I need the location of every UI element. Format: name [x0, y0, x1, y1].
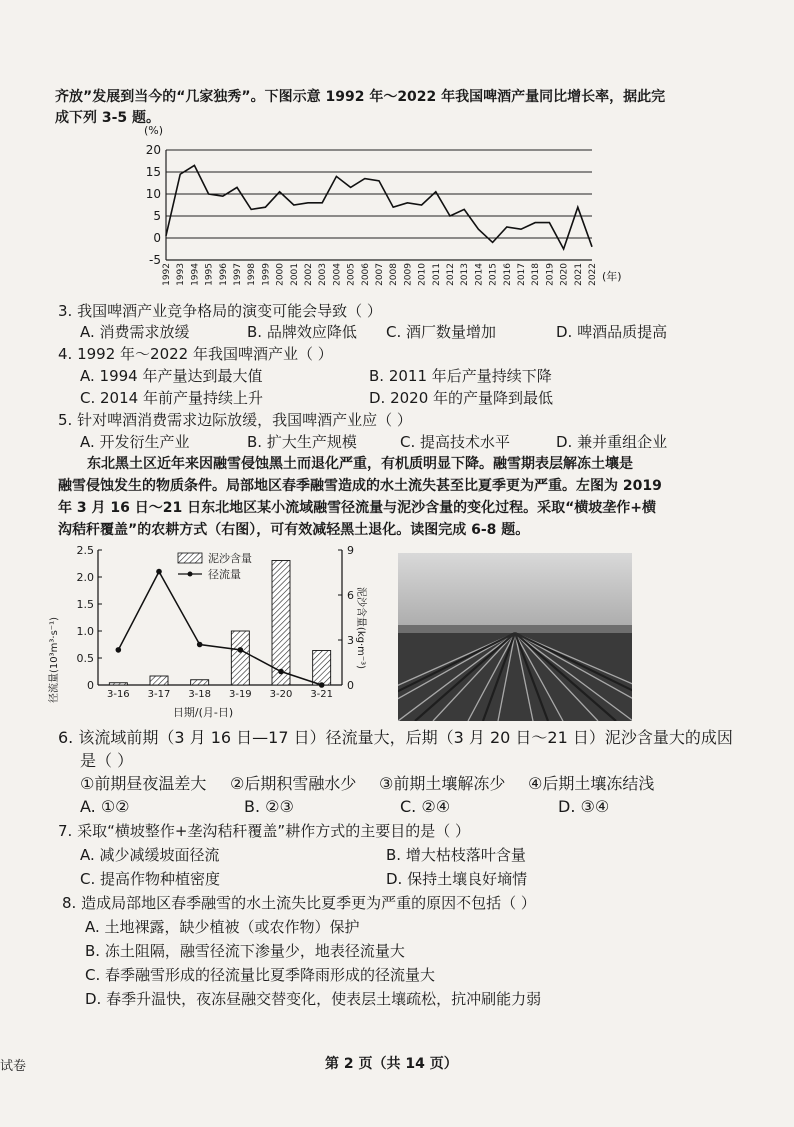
growth-rate-line [166, 165, 592, 249]
x-tick-label: 3-17 [147, 689, 171, 700]
x-tick-label: 1997 [233, 263, 243, 286]
x-tick-label: 2011 [431, 263, 442, 286]
q8-option-c[interactable]: C. 春季融雪形成的径流量比夏季降雨形成的径流量大 [85, 966, 436, 984]
q7-option-a[interactable]: A. 减少减缓坡面径流 [80, 846, 220, 864]
runoff-line [118, 572, 321, 685]
x-tick-label: 2016 [502, 263, 513, 286]
q7-option-c[interactable]: C. 提高作物种植密度 [80, 870, 221, 888]
x-tick-label: 2007 [375, 263, 385, 286]
x-tick-label: 1994 [190, 263, 201, 286]
runoff-point [116, 647, 122, 653]
q3-option-d[interactable]: D. 啤酒品质提高 [556, 323, 668, 341]
y-right-tick-label: 0 [347, 679, 354, 692]
x-tick-label: 2014 [474, 263, 485, 286]
q6-item-2: ②后期积雪融水少 [230, 774, 357, 793]
q4-option-c[interactable]: C. 2014 年前产量持续上升 [80, 389, 263, 407]
y-right-tick-label: 6 [347, 589, 354, 602]
q3-option-c[interactable]: C. 酒厂数量增加 [386, 323, 497, 341]
question-4-stem: 4. 1992 年～2022 年我国啤酒产业（ ） [58, 345, 333, 363]
y-tick-label: -5 [149, 253, 161, 267]
q5-option-a[interactable]: A. 开发衍生产业 [80, 433, 190, 451]
x-tick-label: 2003 [318, 263, 329, 286]
x-tick-label: 2018 [531, 263, 542, 286]
runoff-point [278, 669, 284, 675]
question-5-stem: 5. 针对啤酒消费需求边际放缓，我国啤酒产业应（ ） [58, 411, 412, 429]
x-unit-label: (年) [602, 270, 622, 283]
x-tick-label: 2015 [488, 263, 499, 286]
y-left-tick-label: 2.5 [76, 544, 94, 557]
x-tick-label: 2004 [332, 263, 343, 286]
question-6-stem-cont: 是（ ） [80, 751, 134, 770]
x-tick-label: 2000 [275, 263, 286, 286]
q4-option-a[interactable]: A. 1994 年产量达到最大值 [80, 367, 263, 385]
q7-option-b[interactable]: B. 增大枯枝落叶含量 [386, 846, 526, 864]
x-tick-label: 2013 [460, 263, 471, 286]
y-left-tick-label: 0 [87, 679, 94, 692]
q3-option-a[interactable]: A. 消费需求放缓 [80, 323, 190, 341]
page-number: 第 2 页（共 14 页） [325, 1056, 458, 1072]
question-8-stem: 8. 造成局部地区春季融雪的水土流失比夏季更为严重的原因不包括（ ） [62, 894, 536, 912]
y-left-tick-label: 2.0 [76, 571, 94, 584]
intro-line-2: 成下列 3-5 题。 [55, 110, 161, 126]
intro-line-1: 齐放”发展到当今的“几家独秀”。下图示意 1992 年～2022 年我国啤酒产量同比增长率，据此完 [55, 89, 666, 105]
x-tick-label: 2002 [304, 263, 314, 286]
y-left-tick-label: 1.5 [76, 598, 94, 611]
sediment-bar [191, 680, 209, 685]
q8-option-d[interactable]: D. 春季升温快，夜冻昼融交替变化，使表层土壤疏松，抗冲刷能力弱 [85, 990, 542, 1008]
x-tick-label: 2012 [446, 263, 456, 286]
sediment-bar [109, 683, 127, 685]
legend-bar-swatch [178, 553, 202, 563]
x-tick-label: 2021 [573, 263, 584, 286]
q6-item-4: ④后期土壤冻结浅 [528, 774, 655, 793]
q7-option-d[interactable]: D. 保持土壤良好墒情 [386, 870, 528, 888]
q6-option-b[interactable]: B. ②③ [244, 797, 294, 816]
runoff-point [197, 642, 203, 648]
question-7-stem: 7. 采取“横坡整作+垄沟秸秆覆盖”耕作方式的主要目的是（ ） [58, 822, 470, 840]
legend [178, 551, 252, 581]
x-tick-label: 1998 [247, 263, 258, 286]
y-left-tick-label: 1.0 [76, 625, 94, 638]
y-left-label: 径流量(10³m³·s⁻¹) [49, 617, 60, 703]
q5-option-d[interactable]: D. 兼并重组企业 [556, 433, 668, 451]
x-tick-label: 1993 [176, 263, 187, 286]
y-right-label: 泥沙含量(kg·m⁻³) [355, 586, 366, 670]
legend-runoff: 径流量 [208, 568, 241, 581]
y-tick-label: 5 [153, 209, 161, 223]
runoff-point [238, 647, 244, 653]
x-tick-label: 3-20 [269, 689, 293, 700]
q3-option-b[interactable]: B. 品牌效应降低 [247, 323, 357, 341]
footer-left-fragment: 试卷 [0, 1059, 27, 1074]
passage-line-3: 年 3 月 16 日～21 日东北地区某小流域融雪径流量与泥沙含量的变化过程。采取“横坡垄作+横 [58, 500, 657, 516]
q4-option-d[interactable]: D. 2020 年的产量降到最低 [369, 389, 554, 407]
q6-option-c[interactable]: C. ②④ [400, 797, 451, 816]
q4-option-b[interactable]: B. 2011 年后产量持续下降 [369, 367, 552, 385]
x-tick-label: 3-19 [228, 689, 252, 700]
x-tick-label: 2019 [545, 263, 556, 286]
y-tick-label: 15 [145, 165, 161, 179]
sediment-bar [272, 561, 290, 686]
x-axis-label: 日期/(月-日) [172, 706, 234, 719]
x-tick-label: 1995 [204, 263, 215, 286]
x-tick-label: 2006 [360, 263, 371, 286]
q6-item-1: ①前期昼夜温差大 [80, 774, 207, 793]
x-tick-label: 2005 [346, 263, 357, 286]
legend-sediment: 泥沙含量 [208, 552, 252, 565]
x-tick-label: 2022 [588, 263, 598, 286]
field-photo [398, 553, 632, 721]
runoff-point [319, 682, 325, 688]
x-tick-label: 2008 [389, 263, 400, 286]
q5-option-c[interactable]: C. 提高技术水平 [400, 433, 511, 451]
x-tick-label: 1999 [261, 263, 272, 286]
sediment-bar [231, 631, 249, 685]
x-tick-label: 3-16 [106, 689, 130, 700]
legend-line-dot [188, 572, 193, 577]
runoff-point [156, 569, 162, 575]
y-right-tick-label: 9 [347, 544, 354, 557]
x-tick-label: 1996 [218, 263, 229, 286]
x-tick-label: 3-18 [188, 689, 212, 700]
passage-line-1: 东北黑土区近年来因融雪侵蚀黑土而退化严重，有机质明显下降。融雪期表层解冻土壤是 [87, 456, 633, 472]
question-3-stem: 3. 我国啤酒产业竞争格局的演变可能会导致（ ） [58, 302, 382, 320]
y-tick-label: 10 [145, 187, 161, 201]
q6-option-d[interactable]: D. ③④ [558, 797, 610, 816]
y-left-tick-label: 0.5 [76, 652, 94, 665]
x-tick-label: 3-21 [310, 689, 334, 700]
x-tick-label: 1992 [162, 263, 172, 286]
passage-line-2: 融雪侵蚀发生的物质条件。局部地区春季融雪造成的水土流失甚至比夏季更为严重。左图为 2019 [58, 478, 662, 494]
beer-growth-line-chart [130, 122, 640, 294]
x-tick-label: 2020 [559, 263, 570, 286]
y-tick-label: 0 [153, 231, 161, 245]
q6-option-a[interactable]: A. ①② [80, 797, 130, 816]
q8-option-b[interactable]: B. 冻土阻隔，融雪径流下渗量少，地表径流量大 [85, 942, 405, 960]
sediment-bar [150, 676, 168, 685]
y-tick-label: 20 [145, 143, 161, 157]
passage-line-4: 沟秸秆覆盖”的农耕方式（右图），可有效减轻黑土退化。读图完成 6-8 题。 [58, 522, 530, 538]
q5-option-b[interactable]: B. 扩大生产规模 [247, 433, 357, 451]
y-right-tick-label: 3 [347, 634, 354, 647]
x-tick-label: 2001 [289, 263, 300, 286]
y-unit-label: (%) [144, 124, 164, 137]
q8-option-a[interactable]: A. 土地裸露，缺少植被（或农作物）保护 [85, 918, 360, 936]
x-tick-label: 2010 [417, 263, 428, 286]
q6-item-3: ③前期土壤解冻少 [379, 774, 506, 793]
x-tick-label: 2017 [517, 263, 527, 286]
sediment-bar [313, 651, 331, 686]
question-6-stem: 6. 该流域前期（3 月 16 日—17 日）径流量大，后期（3 月 20 日～21 日）泥沙含量大的成因 [58, 728, 733, 747]
x-tick-label: 2009 [403, 263, 414, 286]
runoff-sediment-chart [48, 540, 368, 720]
